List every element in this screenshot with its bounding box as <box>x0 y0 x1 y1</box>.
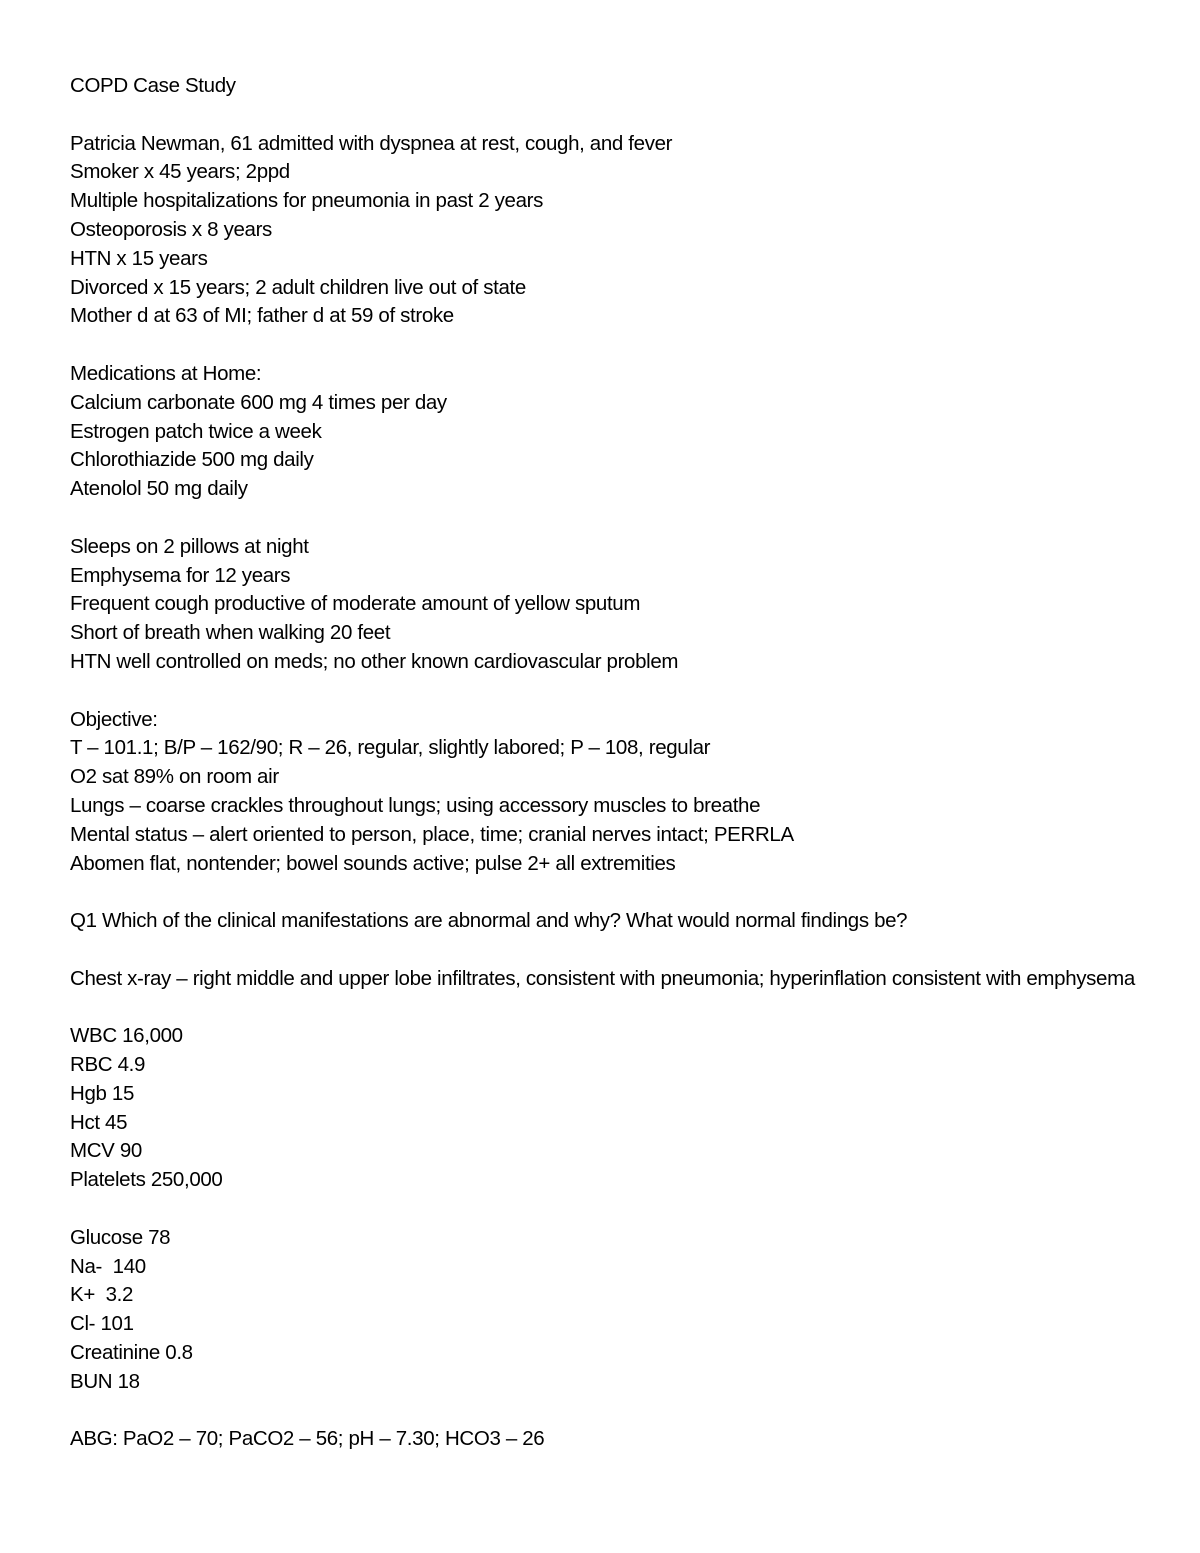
subjective-line: Frequent cough productive of moderate amount of yellow sputum <box>70 592 641 616</box>
spacer <box>70 101 1155 130</box>
subjective-line: Emphysema for 12 years <box>70 563 291 587</box>
document-title: COPD Case Study <box>70 74 236 97</box>
history-line: Multiple hospitalizations for pneumonia in past 2 years <box>70 189 544 213</box>
history-section <box>70 130 1155 332</box>
cbc-section <box>70 1022 1155 1195</box>
spacer <box>70 878 1155 907</box>
objective-line: T – 101.1; B/P – 162/90; R – 26, regular, slightly labored; P – 108, regular <box>70 736 711 760</box>
medication-item: Estrogen patch twice a week <box>70 419 322 443</box>
history-line: Mother d at 63 of MI; father d at 59 of stroke <box>70 304 454 328</box>
lab-value: BUN 18 <box>70 1369 140 1393</box>
objective-section <box>70 706 1155 879</box>
lab-value: RBC 4.9 <box>70 1053 146 1077</box>
medications-heading: Medications at Home: <box>70 361 262 385</box>
history-line: Smoker x 45 years; 2ppd <box>70 160 290 184</box>
lab-value: WBC 16,000 <box>70 1024 183 1048</box>
question-1: Q1 Which of the clinical manifestations are abnormal and why? What would normal findings be? <box>70 909 908 933</box>
subjective-line: Short of breath when walking 20 feet <box>70 621 391 645</box>
subjective-line: HTN well controlled on meds; no other known cardiovascular problem <box>70 649 679 673</box>
subjective-section <box>70 533 1155 677</box>
objective-line: Lungs – coarse crackles throughout lungs; using accessory muscles to breathe <box>70 793 761 817</box>
spacer <box>70 994 1155 1023</box>
spacer <box>70 677 1155 706</box>
spacer <box>70 504 1155 533</box>
history-line: Divorced x 15 years; 2 adult children live out of state <box>70 275 526 299</box>
objective-heading: Objective: <box>70 707 158 731</box>
lab-value: Hgb 15 <box>70 1081 135 1105</box>
abg-results: ABG: PaO2 – 70; PaCO2 – 56; pH – 7.30; HCO3 – 26 <box>70 1427 545 1451</box>
spacer <box>70 1195 1155 1224</box>
medications-section <box>70 360 1155 504</box>
chemistry-section <box>70 1224 1155 1397</box>
lab-value: Platelets 250,000 <box>70 1168 223 1192</box>
history-line: HTN x 15 years <box>70 246 208 270</box>
lab-value: Glucose 78 <box>70 1225 171 1249</box>
objective-line: Mental status – alert oriented to person, place, time; cranial nerves intact; PERRLA <box>70 822 794 846</box>
spacer <box>70 331 1155 360</box>
objective-line: Abomen flat, nontender; bowel sounds active; pulse 2+ all extremities <box>70 851 676 875</box>
lab-value: K+ 3.2 <box>70 1283 134 1307</box>
history-line: Patricia Newman, 61 admitted with dyspnea at rest, cough, and fever <box>70 131 673 155</box>
objective-line: O2 sat 89% on room air <box>70 765 279 789</box>
lab-value: Cl- 101 <box>70 1312 134 1336</box>
spacer <box>70 936 1155 965</box>
medication-item: Calcium carbonate 600 mg 4 times per day <box>70 390 447 414</box>
document-page <box>70 72 1155 1454</box>
lab-value: MCV 90 <box>70 1139 142 1163</box>
spacer <box>70 1397 1155 1426</box>
lab-value: Hct 45 <box>70 1110 128 1134</box>
medication-item: Chlorothiazide 500 mg daily <box>70 448 314 472</box>
history-line: Osteoporosis x 8 years <box>70 217 272 241</box>
lab-value: Creatinine 0.8 <box>70 1341 193 1365</box>
lab-value: Na- 140 <box>70 1254 146 1278</box>
medication-item: Atenolol 50 mg daily <box>70 477 248 501</box>
subjective-line: Sleeps on 2 pillows at night <box>70 534 309 558</box>
chest-xray: Chest x-ray – right middle and upper lobe infiltrates, consistent with pneumonia; hyperinflation consistent with emphysema <box>70 966 1135 990</box>
